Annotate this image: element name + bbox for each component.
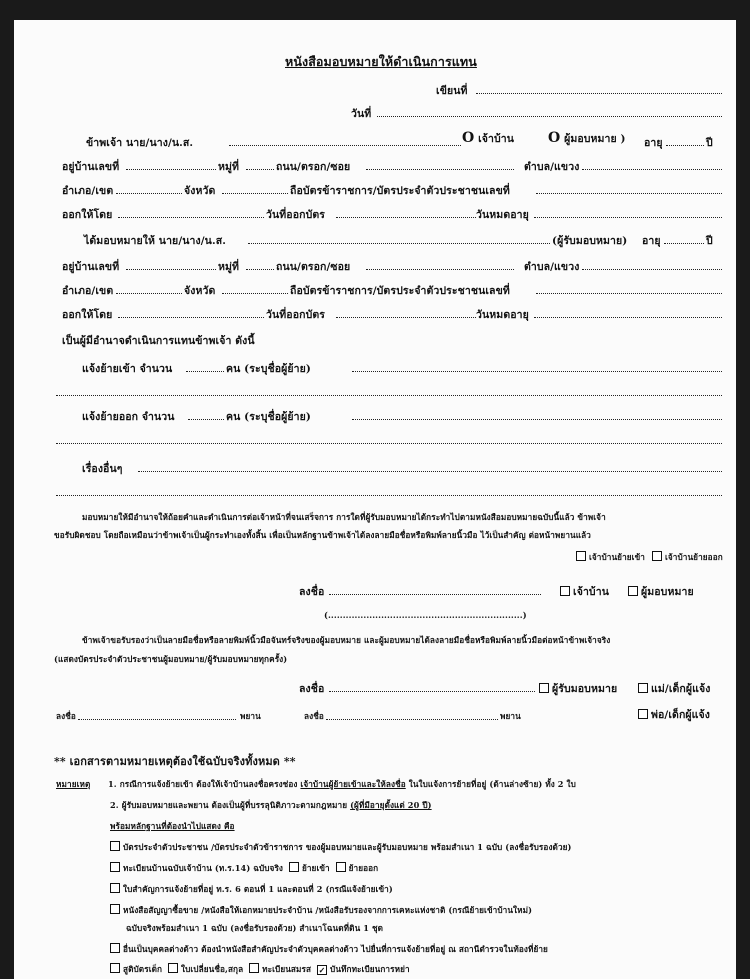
date-field[interactable]: [377, 116, 722, 117]
grantee-address-field[interactable]: [126, 269, 216, 270]
document-page: [14, 20, 736, 979]
grantor-years-label: ปี: [706, 137, 713, 149]
checkbox-icon: [110, 841, 120, 851]
right-frame-border: [736, 0, 750, 979]
grantee-province-field[interactable]: [222, 293, 288, 294]
authority-heading: เป็นผู้มีอำนาจดำเนินการแทนข้าพเจ้า ดังนี้: [62, 335, 255, 347]
evidence-item-4[interactable]: หนังสือสัญญาซื้อขาย /หนังสือให้เอกหมายประจำบ้าน /หนังสือรับรองจากการเคหะแห่งชาติ (กรณีย้ายเข้าบ้านใหม่): [110, 904, 532, 917]
checkbox-icon[interactable]: [336, 862, 346, 872]
signature2-label: ลงชื่อ: [299, 683, 325, 695]
grantee-expiry-label: วันหมดอายุ: [476, 309, 529, 321]
grantee-issuedate-field[interactable]: [336, 317, 476, 318]
grantor-opt-assigner[interactable]: O ผู้มอบหมาย ): [548, 130, 626, 146]
others-field[interactable]: [138, 471, 722, 472]
checkbox-icon: [638, 709, 648, 719]
certify-line-2: (แสดงบัตรประจำตัวประชาชนผู้มอบหมาย/ผู้รับมอบหมายทุกครั้ง): [54, 654, 288, 664]
grantee-road-label: ถนน/ตรอก/ซอย: [276, 261, 351, 273]
signature2-opt-parent[interactable]: แม่/เด็กผู้แจ้ง: [638, 680, 711, 697]
grantor-issuedby-field[interactable]: [118, 217, 264, 218]
checkbox-icon: [628, 586, 638, 596]
grantee-role-label: (ผู้รับมอบหมาย): [552, 235, 628, 247]
checkbox-icon: [110, 943, 120, 953]
declaration-line-1: มอบหมายให้มีอำนาจให้ถ้อยคำและดำเนินการต่อเจ้าหน้าที่จนเสร็จการ การใดที่ผู้รับมอบหมายได้กระทำไปตามหนังสือมอบหมายฉบับนี้แล้ว ข้าพเจ้า: [82, 512, 606, 522]
signature2-opt-grantee[interactable]: ผู้รับมอบหมาย: [539, 680, 617, 697]
signature1-opt-owner[interactable]: เจ้าบ้าน: [560, 583, 609, 600]
move-out-names-field[interactable]: [352, 419, 722, 420]
move-out-persons-label: คน (ระบุชื่อผู้ย้าย): [226, 411, 311, 423]
date-label: วันที่: [351, 108, 372, 120]
grantor-address-field[interactable]: [126, 169, 216, 170]
grantee-subdistrict-label: ตำบล/แขวง: [524, 261, 580, 273]
grantee-address-label: อยู่บ้านเลขที่: [62, 261, 120, 273]
grantor-subdistrict-label: ตำบล/แขวง: [524, 161, 580, 173]
grantee-moo-label: หมู่ที่: [218, 261, 240, 273]
move-in-count-field[interactable]: [186, 371, 224, 372]
others-label: เรื่องอื่นๆ: [82, 463, 123, 475]
move-out-names-field-2[interactable]: [56, 443, 722, 444]
grantor-name-label: ข้าพเจ้า นาย/นาง/น.ส.: [86, 137, 194, 149]
checkbox-icon: [110, 883, 120, 893]
evidence-item-1[interactable]: บัตรประจำตัวประชาชน /บัตรประจำตัวข้าราชการ ของผู้มอบหมายและผู้รับมอบหมาย พร้อมสำเนา 1 ฉบับ (ลงชื่อรับรองด้วย): [110, 841, 572, 854]
grantor-idcard-label: ถือบัตรข้าราชการ/บัตรประจำตัวประชาชนเลขที่: [290, 185, 510, 197]
witness-left-role: พยาน: [240, 711, 261, 721]
grantor-province-label: จังหวัด: [184, 185, 216, 197]
remark-1: 1. กรณีการแจ้งย้ายเข้า ต้องให้เจ้าบ้านลงชื่อครงช่อง เจ้าบ้านผู้ย้ายเข้าและให้ลงชื่อ ในใบแจ้งการย้ายที่อยู่ (ด้านล่างซ้าย) ทั้ง 2 ใบ: [108, 779, 576, 789]
grantee-district-label: อำเภอ/เขต: [62, 285, 114, 297]
grantee-province-label: จังหวัด: [184, 285, 216, 297]
grantor-age-label: อายุ: [644, 137, 663, 149]
move-out-label: แจ้งย้ายออก จำนวน: [82, 411, 175, 423]
grantor-province-field[interactable]: [222, 193, 288, 194]
grantor-expiry-field[interactable]: [534, 217, 722, 218]
written-at-label: เขียนที่: [436, 85, 468, 97]
witness-right-label: ลงชื่อ: [304, 711, 324, 721]
checkbox-icon: [110, 963, 120, 973]
grantor-moo-label: หมู่ที่: [218, 161, 240, 173]
grantee-issuedby-label: ออกให้โดย: [62, 309, 113, 321]
signature1-opt-assigner[interactable]: ผู้มอบหมาย: [628, 583, 694, 600]
opt-owner-move-out[interactable]: เจ้าบ้านย้ายออก: [652, 551, 723, 564]
signature1-field[interactable]: [329, 594, 541, 595]
document-title: หนังสือมอบหมายให้ดำเนินการแทน: [285, 54, 477, 69]
checkbox-icon: [110, 862, 120, 872]
grantee-name-label: ได้มอบหมายให้ นาย/นาง/น.ส.: [84, 235, 226, 247]
grantor-moo-field[interactable]: [246, 169, 274, 170]
evidence-item-2[interactable]: ทะเบียนบ้านฉบับเจ้าบ้าน (ท.ร.14) ฉบับจริง ย้ายเข้า ย้ายออก: [110, 862, 378, 875]
grantee-road-field[interactable]: [366, 269, 514, 270]
grantee-name-field[interactable]: [248, 243, 550, 244]
written-at-field[interactable]: [476, 93, 722, 94]
opt-owner-move-in[interactable]: เจ้าบ้านย้ายเข้า: [576, 551, 645, 564]
grantee-subdistrict-field[interactable]: [582, 269, 722, 270]
grantee-idcard-field[interactable]: [536, 293, 722, 294]
grantor-opt-owner[interactable]: O เจ้าบ้าน: [462, 130, 515, 146]
grantee-issuedate-label: วันที่ออกบัตร: [266, 309, 325, 321]
grantor-subdistrict-field[interactable]: [582, 169, 722, 170]
left-frame-border: [0, 0, 14, 979]
signature1-name-paren: (..................................................................): [324, 610, 527, 620]
grantor-district-label: อำเภอ/เขต: [62, 185, 114, 197]
checkbox-icon: [638, 683, 648, 693]
evidence-item-4b: ฉบับจริงพร้อมสำเนา 1 ฉบับ (ลงชื่อรับรองด้วย) สำเนาโฉนดที่ดิน 1 ชุด: [126, 923, 384, 933]
checkbox-icon: [168, 963, 178, 973]
move-in-names-field[interactable]: [352, 371, 722, 372]
evidence-item-5[interactable]: อื่นเป็นบุคคลต่างด้าว ต้องนำหนังสือสำคัญประจำตัวบุคคลต่างด้าว ไปยื่นที่การแจ้งย้ายที่อยู่ ณ สถานีตำรวจในท้องที่ย้าย: [110, 943, 548, 956]
grantee-issuedby-field[interactable]: [118, 317, 264, 318]
checkbox-icon: [539, 683, 549, 693]
signature2-opt-father[interactable]: พ่อ/เด็กผู้แจ้ง: [638, 706, 710, 723]
evidence-heading: พร้อมหลักฐานที่ต้องนำไปแสดง คือ: [110, 821, 235, 831]
grantee-district-field[interactable]: [116, 293, 182, 294]
grantor-issuedate-field[interactable]: [336, 217, 476, 218]
declaration-line-2: ขอรับผิดชอบ โดยถือเหมือนว่าข้าพเจ้าเป็นผู้กระทำเองทั้งสิ้น เพื่อเป็นหลักฐานข้าพเจ้าได้ลงลายมือชื่อหรือพิมพ์ลายนิ้วมือ ไว้เป็นสำคัญ ต่อหน้าพยานแล้ว: [54, 530, 591, 540]
remark-2: 2. ผู้รับมอบหมายและพยาน ต้องเป็นผู้ที่บรรลุนิติภาวะตามกฎหมาย (ผู้ที่มีอายุตั้งแต่ 20 ปี): [110, 800, 432, 810]
remark-label: หมายเหตุ: [56, 779, 91, 789]
grantor-address-label: อยู่บ้านเลขที่: [62, 161, 120, 173]
checkbox-icon: [249, 963, 259, 973]
move-in-label: แจ้งย้ายเข้า จำนวน: [82, 363, 173, 375]
checkbox-icon: [652, 551, 662, 561]
grantee-moo-field[interactable]: [246, 269, 274, 270]
witness-left-label: ลงชื่อ: [56, 711, 76, 721]
move-out-count-field[interactable]: [188, 419, 224, 420]
grantor-issuedby-label: ออกให้โดย: [62, 209, 113, 221]
grantor-district-field[interactable]: [116, 193, 182, 194]
grantee-expiry-field[interactable]: [534, 317, 722, 318]
grantor-age-field[interactable]: [666, 145, 704, 146]
checkbox-icon: [110, 904, 120, 914]
certify-line-1: ข้าพเจ้าขอรับรองว่าเป็นลายมือชื่อหรือลายพิมพ์นิ้วมือจันทร์จริงของผู้มอบหมาย และผู้มอบหมายได้ลงลายมือชื่อหรือพิมพ์ลายนิ้วมือต่อหน้าข้าพเจ้าจริง: [82, 635, 611, 645]
grantor-idcard-field[interactable]: [536, 193, 722, 194]
witness-right-role: พยาน: [500, 711, 521, 721]
checked-checkbox-icon: [317, 965, 327, 975]
witness-right-field[interactable]: [326, 719, 498, 720]
top-frame-border: [0, 0, 750, 20]
grantor-road-field[interactable]: [366, 169, 514, 170]
move-in-persons-label: คน (ระบุชื่อผู้ย้าย): [226, 363, 311, 375]
checkbox-icon[interactable]: [289, 862, 299, 872]
grantor-name-field[interactable]: [229, 145, 461, 146]
checkbox-icon: [560, 586, 570, 596]
evidence-item-6[interactable]: สูติบัตรเด็ก ใบเปลี่ยนชื่อ,สกุล ทะเบียนสมรส ✓ บันทึกทะเบียนการหย่า: [110, 963, 410, 976]
signature2-field[interactable]: [329, 691, 535, 692]
original-docs-note: ** เอกสารตามหมายเหตุต้องใช้ฉบับจริงทั้งหมด **: [54, 755, 296, 768]
grantee-years-label: ปี: [706, 235, 713, 247]
signature1-label: ลงชื่อ: [299, 586, 325, 598]
witness-left-field[interactable]: [78, 719, 236, 720]
checkbox-icon: [576, 551, 586, 561]
evidence-item-3[interactable]: ใบสำคัญการแจ้งย้ายที่อยู่ ท.ร. 6 ตอนที่ 1 และตอนที่ 2 (กรณีแจ้งย้ายเข้า): [110, 883, 393, 896]
grantor-road-label: ถนน/ตรอก/ซอย: [276, 161, 351, 173]
grantee-idcard-label: ถือบัตรข้าราชการ/บัตรประจำตัวประชาชนเลขที่: [290, 285, 510, 297]
move-in-names-field-2[interactable]: [56, 395, 722, 396]
grantee-age-field[interactable]: [664, 243, 704, 244]
grantor-expiry-label: วันหมดอายุ: [476, 209, 529, 221]
grantor-issuedate-label: วันที่ออกบัตร: [266, 209, 325, 221]
grantee-age-label: อายุ: [642, 235, 661, 247]
others-field-2[interactable]: [56, 495, 722, 496]
